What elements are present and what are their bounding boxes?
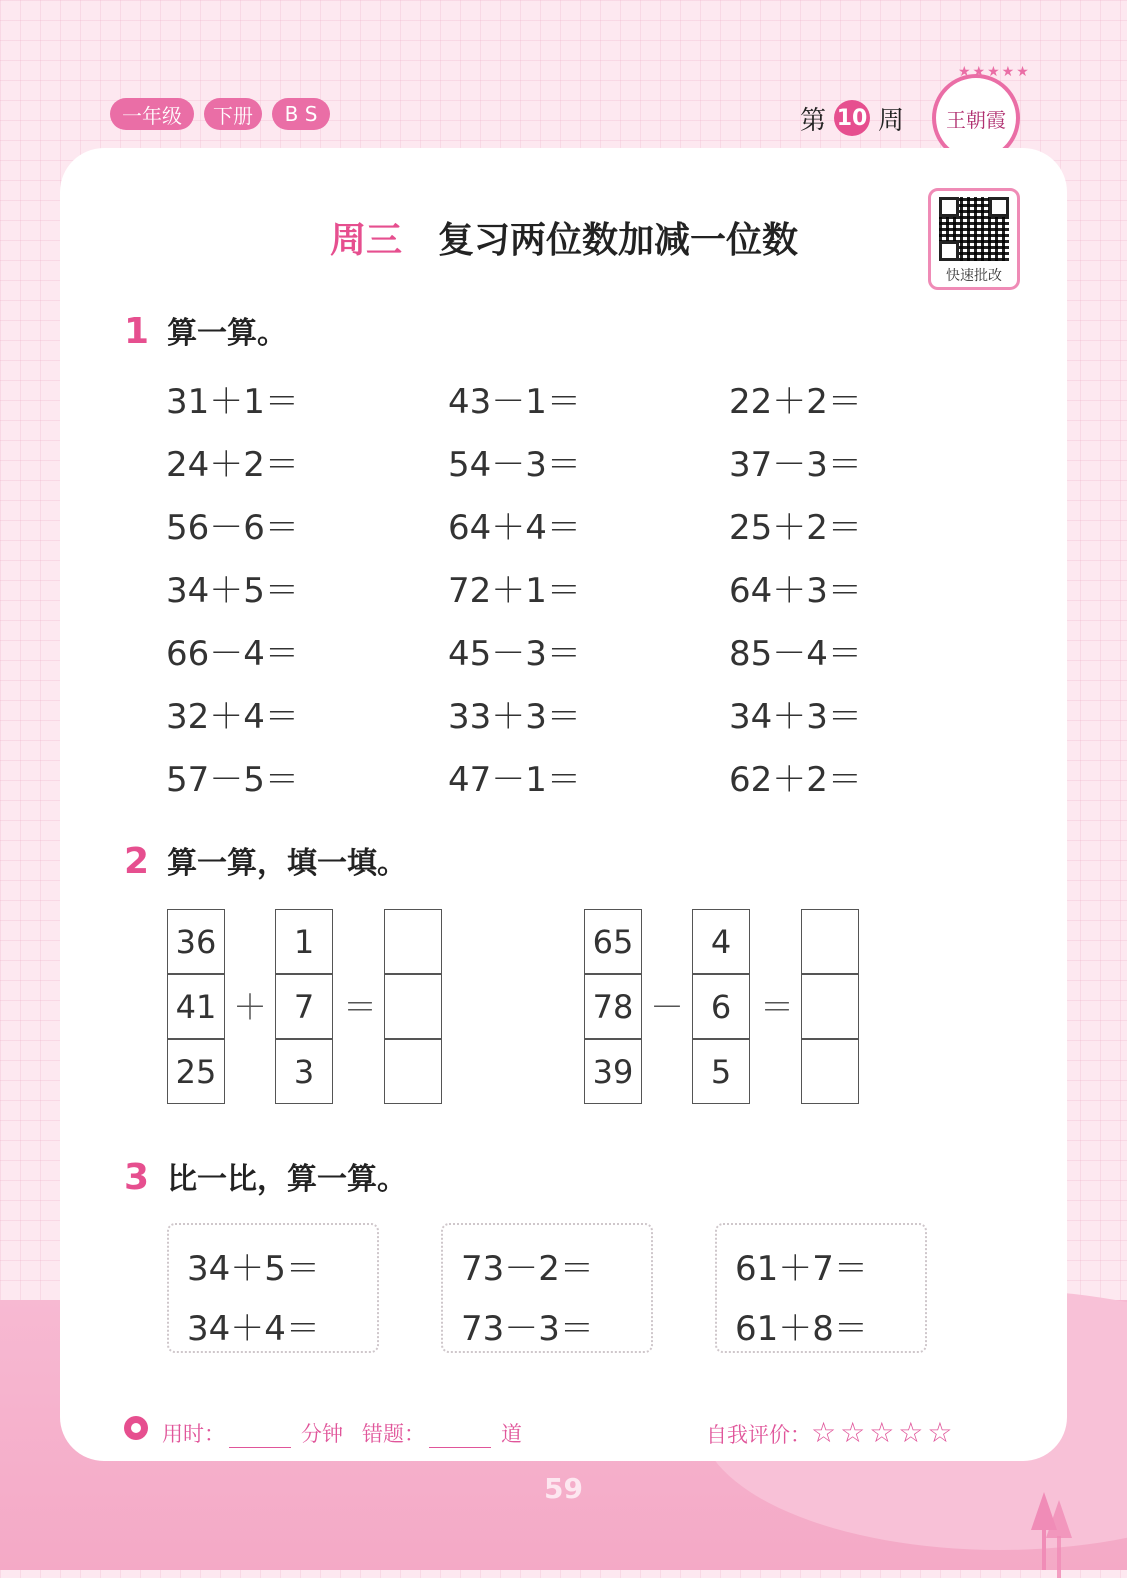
qr-corner bbox=[939, 197, 959, 217]
section-number: 1 bbox=[124, 311, 150, 352]
arrow-up-icon bbox=[1046, 1500, 1072, 1538]
left-number-cell: 41 bbox=[167, 974, 225, 1039]
page-number: 59 bbox=[544, 1472, 583, 1505]
equation: 73－2＝ bbox=[461, 1249, 594, 1289]
right-number-cell: 7 bbox=[275, 974, 333, 1039]
brand-logo-text: 王朝霞 bbox=[946, 107, 1006, 132]
right-number-cell: 1 bbox=[275, 909, 333, 974]
time-blank[interactable] bbox=[229, 1427, 291, 1448]
section-number: 3 bbox=[124, 1157, 150, 1198]
equation: 31＋1＝ bbox=[166, 382, 299, 422]
errors-record bbox=[362, 1418, 522, 1448]
left-number-cell: 25 bbox=[167, 1039, 225, 1104]
right-number-cell: 6 bbox=[692, 974, 750, 1039]
errors-unit: 道 bbox=[501, 1422, 522, 1446]
compare-box bbox=[715, 1223, 927, 1353]
equation: 62＋2＝ bbox=[729, 760, 862, 800]
left-number-cell: 65 bbox=[584, 909, 642, 974]
time-unit: 分钟 bbox=[301, 1422, 343, 1446]
equation: 61＋7＝ bbox=[735, 1249, 868, 1289]
right-number-cell: 5 bbox=[692, 1039, 750, 1104]
answer-cell[interactable] bbox=[801, 909, 859, 974]
equation: 56－6＝ bbox=[166, 508, 299, 548]
week-number-badge: 10 bbox=[834, 100, 870, 136]
right-number-cell: 3 bbox=[275, 1039, 333, 1104]
equation: 64＋3＝ bbox=[729, 571, 862, 611]
equation: 61＋8＝ bbox=[735, 1309, 868, 1349]
section-2-heading bbox=[124, 838, 407, 882]
equation: 85－4＝ bbox=[729, 634, 862, 674]
tag-volume: 下册 bbox=[204, 98, 262, 130]
equation: 47－1＝ bbox=[448, 760, 581, 800]
week-suffix: 周 bbox=[878, 105, 905, 136]
equation: 54－3＝ bbox=[448, 445, 581, 485]
equation: 45－3＝ bbox=[448, 634, 581, 674]
equation: 72＋1＝ bbox=[448, 571, 581, 611]
equation: 43－1＝ bbox=[448, 382, 581, 422]
week-prefix: 第 bbox=[800, 105, 827, 136]
section-label: 比一比，算一算。 bbox=[167, 1162, 408, 1197]
equation: 66－4＝ bbox=[166, 634, 299, 674]
equation: 34＋5＝ bbox=[166, 571, 299, 611]
week-indicator bbox=[800, 98, 904, 138]
section-label: 算一算。 bbox=[167, 316, 288, 351]
equals-sign: ＝ bbox=[343, 988, 377, 1028]
answer-cell[interactable] bbox=[384, 974, 442, 1039]
title-day: 周三 bbox=[330, 220, 403, 261]
equation: 34＋3＝ bbox=[729, 697, 862, 737]
qr-corner bbox=[989, 197, 1009, 217]
title-text: 复习两位数加减一位数 bbox=[438, 220, 799, 261]
plus-operator: ＋ bbox=[233, 988, 267, 1028]
equation: 33＋3＝ bbox=[448, 697, 581, 737]
rating-stars[interactable]: ☆☆☆☆☆ bbox=[811, 1416, 957, 1449]
qr-label: 快速批改 bbox=[946, 268, 1002, 284]
errors-label: 错题： bbox=[362, 1422, 425, 1446]
equation: 25＋2＝ bbox=[729, 508, 862, 548]
equation: 34＋5＝ bbox=[187, 1249, 320, 1289]
section-number: 2 bbox=[124, 841, 150, 882]
equals-sign: ＝ bbox=[760, 988, 794, 1028]
minus-operator: － bbox=[650, 988, 684, 1028]
section-1-heading bbox=[124, 308, 287, 352]
qr-code-icon bbox=[939, 197, 1009, 261]
tag-grade: 一年级 bbox=[110, 98, 194, 130]
errors-blank[interactable] bbox=[429, 1427, 491, 1448]
self-evaluation bbox=[706, 1416, 957, 1449]
crown-stars-icon: ★★★★★ bbox=[958, 64, 1031, 80]
compare-box bbox=[441, 1223, 653, 1353]
equation: 32＋4＝ bbox=[166, 697, 299, 737]
left-number-cell: 39 bbox=[584, 1039, 642, 1104]
self-eval-label: 自我评价： bbox=[706, 1423, 811, 1447]
page-title bbox=[330, 212, 798, 263]
left-number-cell: 36 bbox=[167, 909, 225, 974]
time-record bbox=[162, 1418, 343, 1448]
answer-cell[interactable] bbox=[801, 974, 859, 1039]
compare-box bbox=[167, 1223, 379, 1353]
answer-cell[interactable] bbox=[384, 909, 442, 974]
equation: 57－5＝ bbox=[166, 760, 299, 800]
arrow-stem bbox=[1057, 1536, 1061, 1578]
answer-cell[interactable] bbox=[384, 1039, 442, 1104]
qr-corner bbox=[939, 241, 959, 261]
equation: 64＋4＝ bbox=[448, 508, 581, 548]
section-3-heading bbox=[124, 1154, 407, 1198]
equation: 73－3＝ bbox=[461, 1309, 594, 1349]
answer-cell[interactable] bbox=[801, 1039, 859, 1104]
equation: 34＋4＝ bbox=[187, 1309, 320, 1349]
section-label: 算一算，填一填。 bbox=[167, 846, 408, 881]
right-number-cell: 4 bbox=[692, 909, 750, 974]
time-label: 用时： bbox=[162, 1422, 225, 1446]
stopwatch-icon bbox=[124, 1416, 148, 1440]
tag-edition: B S bbox=[272, 98, 330, 130]
equation: 22＋2＝ bbox=[729, 382, 862, 422]
equation: 24＋2＝ bbox=[166, 445, 299, 485]
equation: 37－3＝ bbox=[729, 445, 862, 485]
qr-code-panel[interactable] bbox=[928, 188, 1020, 290]
left-number-cell: 78 bbox=[584, 974, 642, 1039]
